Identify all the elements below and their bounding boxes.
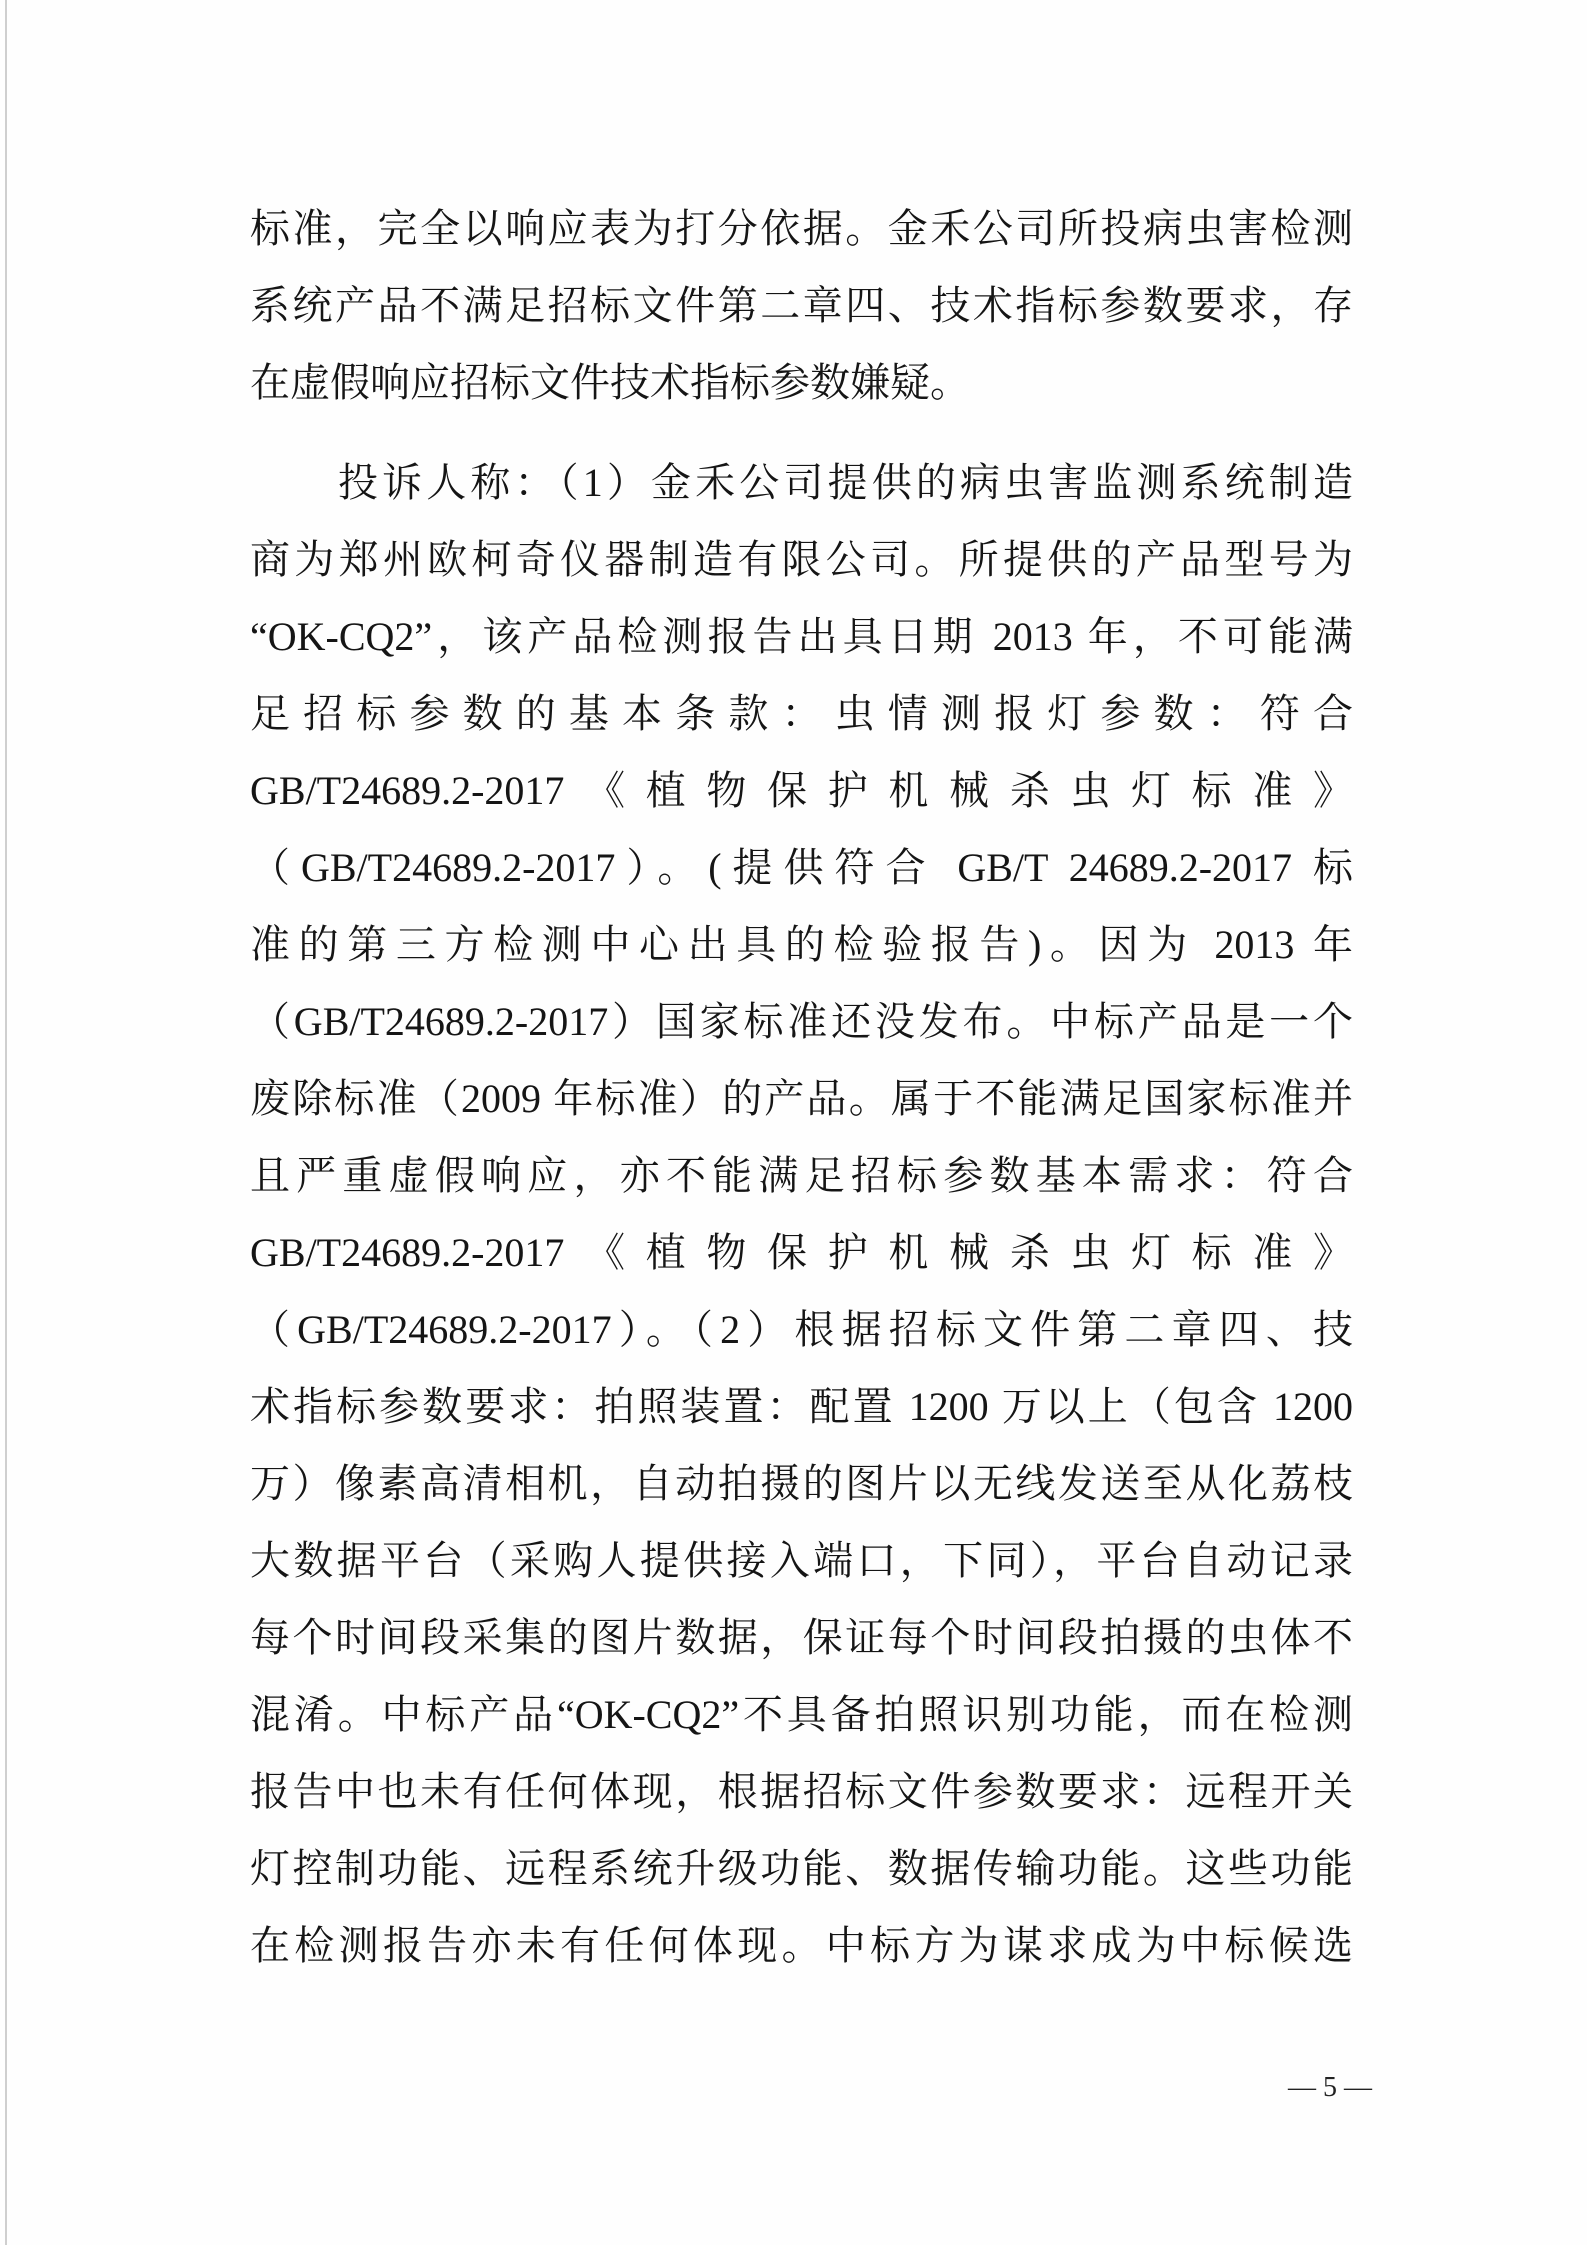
text-line: 术指标参数要求：拍照装置：配置 1200 万以上（包含 1200 bbox=[250, 1384, 1353, 1429]
text-line: “OK-CQ2”，该产品检测报告出具日期 2013 年，不可能满 bbox=[250, 614, 1353, 659]
text-line: （GB/T24689.2-2017）国家标准还没发布。中标产品是一个 bbox=[250, 999, 1353, 1044]
paragraph-1 bbox=[250, 190, 1353, 421]
text-line: 万）像素高清相机，自动拍摄的图片以无线发送至从化荔枝 bbox=[250, 1461, 1353, 1506]
text-line: （GB/T24689.2-2017）。（2）根据招标文件第二章四、技 bbox=[250, 1307, 1353, 1352]
text-line: 系统产品不满足招标文件第二章四、技术指标参数要求，存 bbox=[250, 283, 1353, 328]
text-line: （GB/T24689.2-2017）。(提供符合 GB/T 24689.2-2017 标 bbox=[250, 845, 1353, 890]
paragraph-2 bbox=[250, 444, 1353, 1984]
text-line: 在虚假响应招标文件技术指标参数嫌疑。 bbox=[250, 360, 970, 405]
text-line: 投诉人称：（1）金禾公司提供的病虫害监测系统制造 bbox=[338, 460, 1353, 505]
text-line: 足招标参数的基本条款：虫情测报灯参数：符合 bbox=[250, 691, 1353, 736]
text-line: 在检测报告亦未有任何体现。中标方为谋求成为中标候选 bbox=[250, 1923, 1353, 1968]
text-line: 标准，完全以响应表为打分依据。金禾公司所投病虫害检测 bbox=[250, 206, 1353, 251]
text-line: 每个时间段采集的图片数据，保证每个时间段拍摄的虫体不 bbox=[250, 1615, 1353, 1660]
scan-edge-line bbox=[5, 0, 7, 2245]
text-line: 大数据平台（采购人提供接入端口，下同），平台自动记录 bbox=[250, 1538, 1353, 1583]
text-line: 准的第三方检测中心出具的检验报告)。因为 2013 年 bbox=[250, 922, 1353, 967]
text-line: GB/T24689.2-2017《植物保护机械杀虫灯标准》 bbox=[250, 1230, 1353, 1275]
text-line: 商为郑州欧柯奇仪器制造有限公司。所提供的产品型号为 bbox=[250, 537, 1353, 582]
text-line: 混淆。中标产品“OK-CQ2”不具备拍照识别功能，而在检测 bbox=[250, 1692, 1353, 1737]
text-line: 且严重虚假响应，亦不能满足招标参数基本需求：符合 bbox=[250, 1153, 1353, 1198]
text-line: 报告中也未有任何体现，根据招标文件参数要求：远程开关 bbox=[250, 1769, 1353, 1814]
text-line: GB/T24689.2-2017《植物保护机械杀虫灯标准》 bbox=[250, 768, 1353, 813]
page-number: — 5 — bbox=[1288, 2072, 1372, 2103]
text-line: 灯控制功能、远程系统升级功能、数据传输功能。这些功能 bbox=[250, 1846, 1353, 1891]
text-line: 废除标准（2009 年标准）的产品。属于不能满足国家标准并 bbox=[250, 1076, 1353, 1121]
